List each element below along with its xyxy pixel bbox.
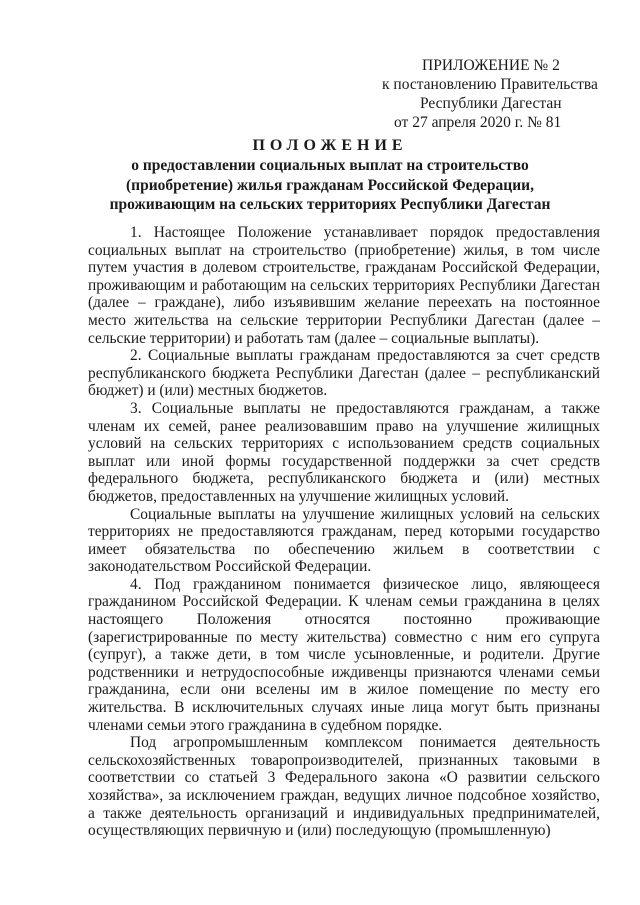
appendix-date: от 27 апреля 2020 г. № 81 [394,114,562,131]
appendix-header [330,56,630,132]
title-line-2: (приобретение) жилья гражданам Российской Федерации, [126,176,534,194]
paragraph-2: 2. Социальные выплаты гражданам предоставляются за счет средств республиканского бюджета Республики Дагестан (далее – республиканский бюджет) и (или) местных бюджетов. [88,347,600,400]
paragraph-4: 4. Под гражданином понимается физическое лицо, являющееся гражданином Российской Федерации. К членам семьи гражданина в целях настоящего Положения относятся постоянно проживающие (зарегистрированные по месту жительства) совместно с ним его супруга (супруг), а также дети, в том числе усыновленные, и родители. Другие родственники и нетрудоспособные иждивенцы признаются членами семьи гражданина, если они вселены им в жилое помещение по месту его жительства. В исключительных случаях иные лица могут быть признаны членами семьи этого гражданина в судебном порядке. [88,575,600,734]
appendix-republic: Республики Дагестан [420,95,562,112]
title-line-1: о предоставлении социальных выплат на строительство [131,157,529,174]
document-body [88,224,600,840]
paragraph-3-continued: Социальные выплаты на улучшение жилищных условий на сельских территориях не предоставляются гражданам, перед которыми государство имеет обязательства по обеспечению жильем в соответствии с законодательством Российской Федерации. [88,505,600,576]
title-subtitle [80,156,580,215]
paragraph-5: Под агропромышленным комплексом понимается деятельность сельскохозяйственных товаропроизводителей, признанных таковыми в соответствии со статьей 3 Федерального закона «О развитии сельского хозяйства», за исключением граждан, ведущих личное подсобное хозяйство, а также деятельность организаций и индивидуальных предпринимателей, осуществляющих первичную и (или) последующую (промышленную) [88,734,600,840]
document-title [80,136,580,215]
paragraph-1: 1. Настоящее Положение устанавливает порядок предоставления социальных выплат на строительство (приобретение) жилья, в том числе путем участия в долевом строительстве, гражданам Российской Федерации, проживающим и работающим на сельских территориях Республики Дагестан (далее – граждане), либо изъявившим желание переехать на постоянное место жительства на сельские территории Республики Дагестан (далее – сельские территории) и работать там (далее – социальные выплаты). [88,224,600,347]
title-heading: ПОЛОЖЕНИЕ [252,137,408,154]
paragraph-3: 3. Социальные выплаты не предоставляются гражданам, а также членам их семей, ранее реализовавшим право на улучшение жилищных условий на сельских территориях с использованием средств социальных выплат или иной формы государственной поддержки за счет средств федерального бюджета, республиканского бюджета и (или) местных бюджетов, предоставленных на улучшение жилищных условий. [88,399,600,505]
appendix-resolution: к постановлению Правительства [382,76,598,93]
appendix-number: ПРИЛОЖЕНИЕ № 2 [422,57,560,74]
title-line-3: проживающим на сельских территориях Республики Дагестан [109,196,551,213]
